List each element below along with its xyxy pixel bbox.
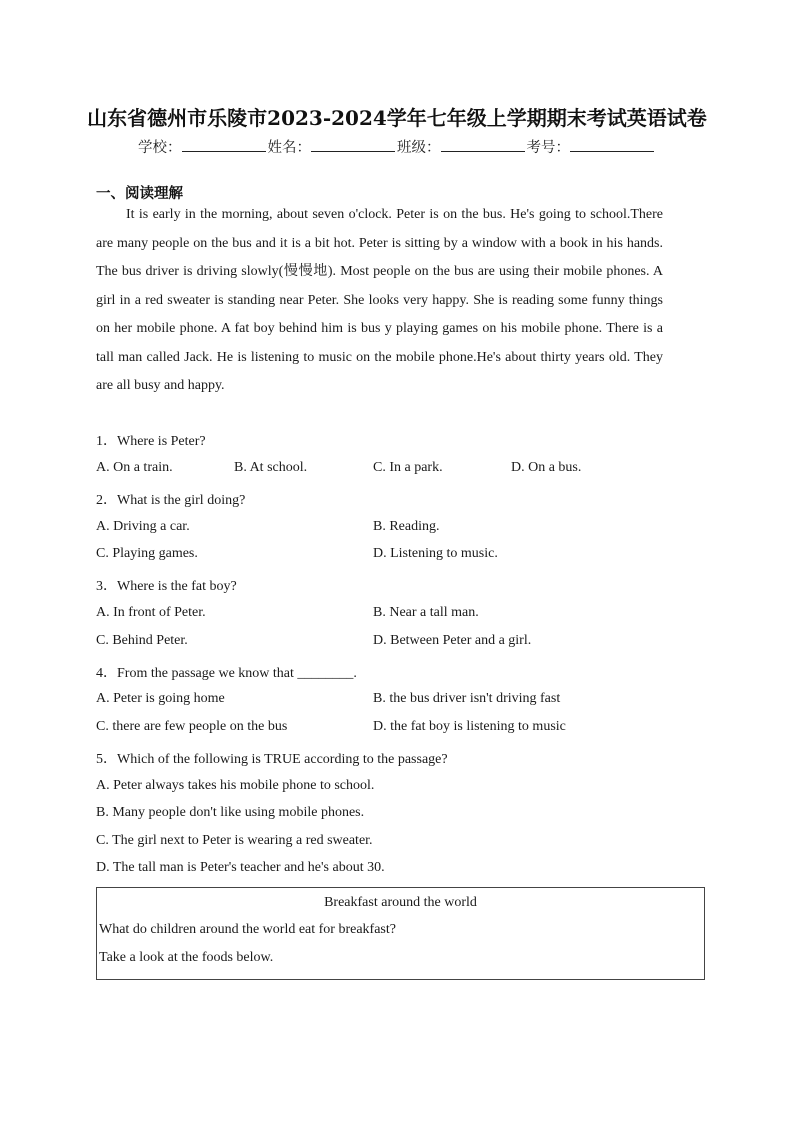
question-3-option-b: B. Near a tall man. (373, 605, 479, 620)
question-5-option-d: D. The tall man is Peter's teacher and he's about 30. (96, 860, 385, 875)
school-label: 学校： (138, 140, 182, 156)
question-2-option-d: D. Listening to music. (373, 546, 498, 561)
section-title: 一、阅读理解 (96, 186, 183, 202)
question-2-option-b: B. Reading. (373, 519, 440, 534)
question-1-option-b: B. At school. (234, 460, 308, 475)
question-4-option-a: A. Peter is going home (96, 691, 225, 706)
passage-text: It is early in the morning, about seven o'clock. Peter is on the bus. He's going to school.There are many people on the bus and it is a bit hot. Peter is sitting by a window with a book in his hands. The bus driver is driving slowly(慢慢地). Most people on the bus are using their mobile phones. A girl in a red sweater is standing near Peter. She looks very happy. She is reading some funny things on her mobile phone. A fat boy behind him is bus y playing games on his mobile phone. There is a tall man called Jack. He is listening to music on the mobile phone.He's about thirty years old. They are all busy and happy. (96, 207, 663, 393)
question-4-option-c: C. there are few people on the bus (96, 719, 288, 734)
box-title: Breakfast around the world (324, 895, 477, 910)
school-blank[interactable] (182, 137, 266, 152)
question-2-stem: 2．What is the girl doing? (96, 493, 246, 508)
question-5-option-c: C. The girl next to Peter is wearing a red sweater. (96, 833, 373, 848)
number-blank[interactable] (570, 137, 654, 152)
question-5-stem: 5．Which of the following is TRUE according to the passage? (96, 752, 448, 767)
question-1-option-d: D. On a bus. (511, 460, 582, 475)
exam-title: 山东省德州市乐陵市2023-2024学年七年级上学期期末考试英语试卷 (87, 106, 707, 130)
reading-passage (96, 201, 663, 401)
student-info-line (0, 136, 794, 157)
number-label: 考号： (526, 140, 570, 156)
class-label: 班级： (397, 140, 441, 156)
question-2-option-a: A. Driving a car. (96, 519, 190, 534)
question-5-option-a: A. Peter always takes his mobile phone to school. (96, 778, 375, 793)
question-5-option-b: B. Many people don't like using mobile phones. (96, 805, 365, 820)
breakfast-text-box (96, 887, 705, 980)
box-line-2: Take a look at the foods below. (99, 950, 274, 965)
question-3-option-a: A. In front of Peter. (96, 605, 206, 620)
question-4-stem: 4．From the passage we know that ________. (96, 666, 357, 681)
question-3-stem: 3．Where is the fat boy? (96, 579, 237, 594)
question-4-option-d: D. the fat boy is listening to music (373, 719, 566, 734)
question-3-option-d: D. Between Peter and a girl. (373, 633, 532, 648)
question-1-option-a: A. On a train. (96, 460, 173, 475)
question-3-option-c: C. Behind Peter. (96, 633, 188, 648)
box-line-1: What do children around the world eat for breakfast? (99, 922, 396, 937)
question-1-option-c: C. In a park. (373, 460, 443, 475)
name-blank[interactable] (311, 137, 395, 152)
question-4-option-b: B. the bus driver isn't driving fast (373, 691, 561, 706)
class-blank[interactable] (441, 137, 525, 152)
question-1-stem: 1．Where is Peter? (96, 434, 206, 449)
name-label: 姓名： (267, 140, 311, 156)
question-2-option-c: C. Playing games. (96, 546, 198, 561)
